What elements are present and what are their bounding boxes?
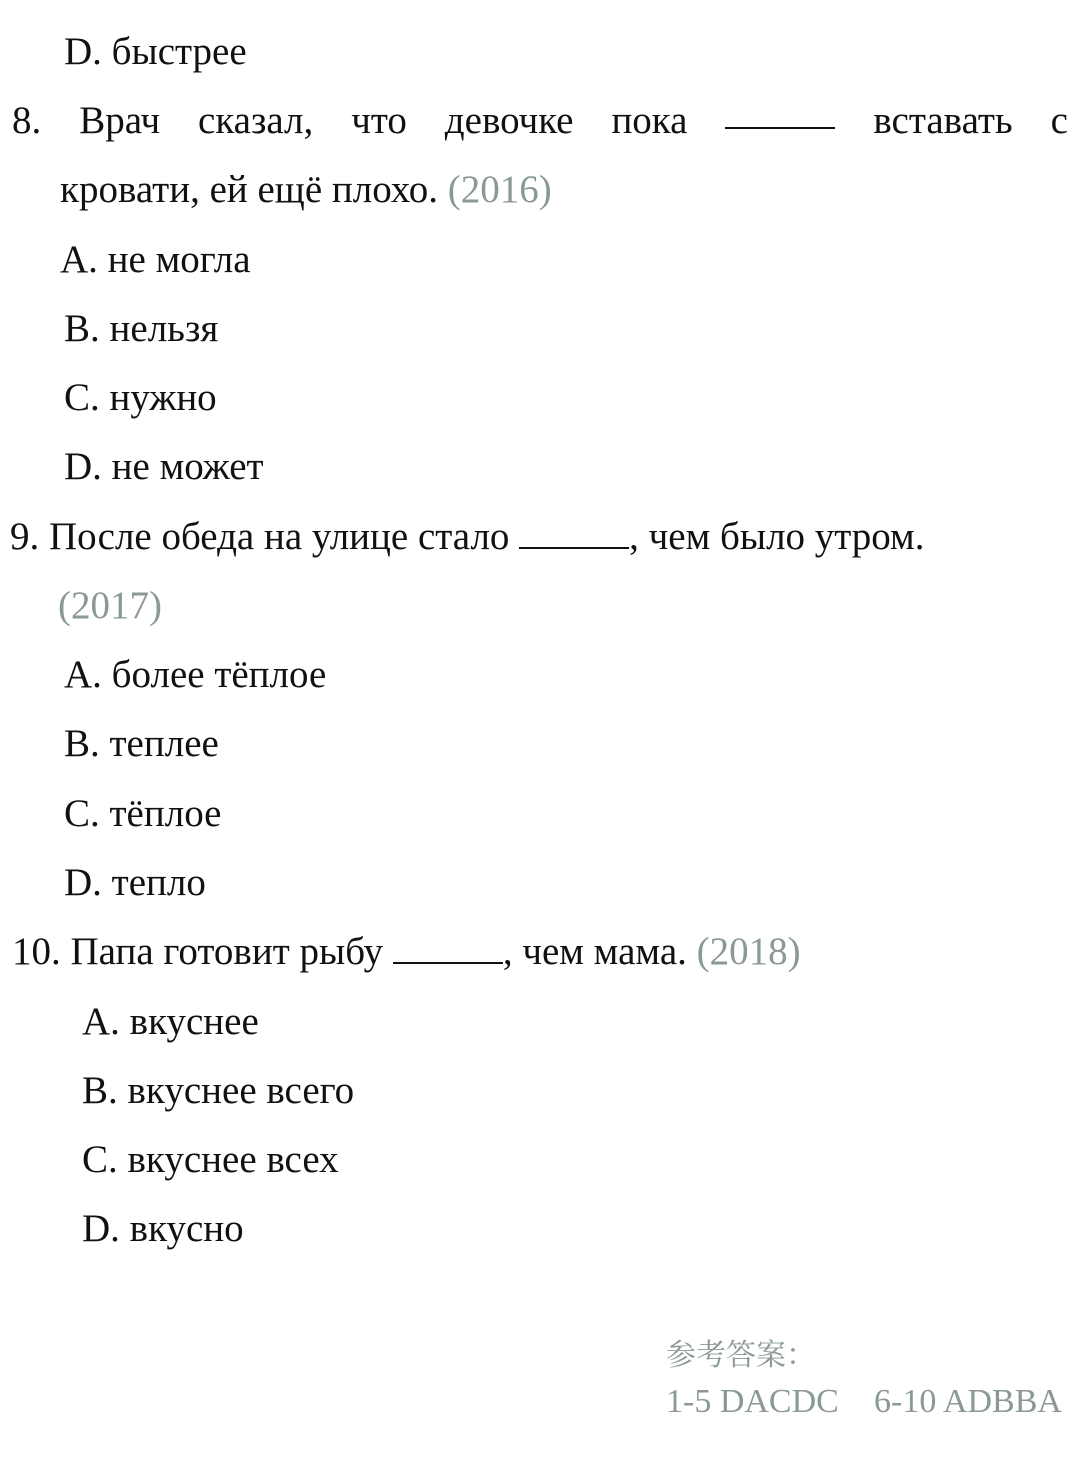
q9-after-blank: , чем было утром. [629, 515, 925, 558]
q9-option-c: C. тёплое [64, 792, 222, 835]
q7-option-d: D. быстрее [64, 30, 247, 73]
q10-blank [393, 932, 503, 964]
q8-word-2: сказал, [198, 99, 314, 142]
q10-option-d: D. вкусно [82, 1207, 244, 1250]
q10-option-c: C. вкуснее всех [82, 1138, 339, 1181]
q8-word-5: пока [611, 99, 688, 142]
q8-option-b: B. нельзя [64, 307, 219, 350]
q8-after-blank: вставать [873, 99, 1013, 142]
q8-word-4: девочке [444, 99, 574, 142]
q8-line-1 [12, 97, 1068, 145]
answer-key-range-1: 1-5 DACDC [666, 1383, 839, 1420]
q10-line-1 [12, 928, 801, 976]
q9-option-b: B. теплее [64, 722, 219, 765]
q10-option-b: B. вкуснее всего [82, 1069, 355, 1112]
q8-blank [725, 97, 835, 129]
q10-option-a: A. вкуснее [82, 1000, 259, 1043]
q9-option-a: A. более тёплое [64, 653, 327, 696]
q8-word-3: что [351, 99, 407, 142]
q8-option-d: D. не может [64, 445, 264, 488]
q9-year: (2017) [58, 584, 162, 627]
answer-key-range-2: 6-10 ADBBA [874, 1383, 1062, 1420]
q10-year: (2018) [696, 930, 801, 973]
answer-key-label: 参考答案： [666, 1338, 816, 1373]
q8-option-c: C. нужно [64, 376, 217, 419]
q9-before-blank: 9. После обеда на улице стало [10, 515, 510, 558]
q10-after-blank: , чем мама. [502, 930, 687, 973]
q10-before-blank: 10. Папа готовит рыбу [12, 930, 384, 973]
q9-line-1 [10, 513, 925, 561]
q8-last-word: с [1050, 99, 1068, 142]
q8-line-2 [60, 166, 552, 214]
q8-line-2-text: кровати, ей ещё плохо. [60, 168, 439, 211]
q8-number: 8. [12, 99, 42, 142]
q9-option-d: D. тепло [64, 861, 206, 904]
q9-blank [519, 517, 629, 549]
q8-word-1: Врач [79, 99, 161, 142]
q8-option-a: A. не могла [60, 238, 251, 281]
q8-year: (2016) [447, 168, 552, 211]
